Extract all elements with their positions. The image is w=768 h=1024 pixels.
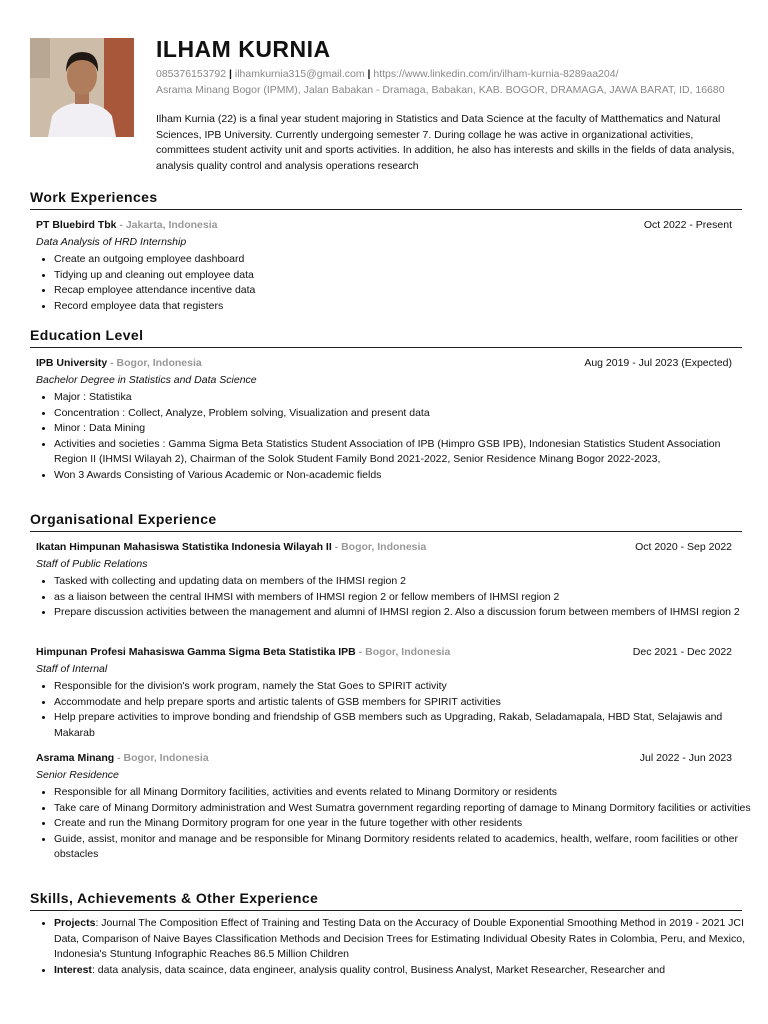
organization-location: - Jakarta, Indonesia [116, 219, 218, 231]
bullet-list [36, 785, 754, 863]
list-item: • Create an outgoing employee dashboard [54, 252, 754, 268]
entry-date: Oct 2020 - Sep 2022 [635, 541, 732, 553]
list-item: • Major : Statistika [54, 390, 754, 406]
organization-name: Asrama Minang [36, 752, 115, 764]
list-item: • Create and run the Minang Dormitory program for one year in the future together with other residents [54, 816, 754, 832]
list-item [54, 963, 754, 979]
phone-number: 085376153792 [156, 68, 227, 80]
entry-role: Staff of Public Relations [36, 558, 148, 570]
item-label: Interest [54, 963, 92, 976]
section-title-organisation: Organisational Experience [30, 511, 217, 527]
organization-name: Ikatan Himpunan Mahasiswa Statistika Indonesia Wilayah II [36, 541, 332, 553]
organisation-entry-header [36, 752, 732, 764]
list-item: • Guide, assist, monitor and manage and be responsible for Minang Dormitory residents related to academics, health, welfare, room facilities or other obstacles [54, 832, 754, 863]
organization-location: - Bogor, Indonesia [107, 357, 202, 369]
candidate-name: ILHAM KURNIA [156, 36, 331, 62]
section-divider [30, 347, 742, 348]
list-item: • Activities and societies : Gamma Sigma Beta Statistics Student Association of IPB (Himpro GSB IPB), Indonesian Statistics Student Association Region II (IHMSI Wilayah 2), Chairman of the Solok Student Family Bond 2021-2022, Senior Residence Minang Bogor 2022-2023, [54, 437, 754, 468]
entry-role: Staff of Internal [36, 663, 108, 675]
entry-date: Dec 2021 - Dec 2022 [632, 646, 732, 658]
bullet-list [36, 916, 754, 978]
work-entry-header [36, 219, 732, 231]
education-entry-header [36, 357, 732, 369]
list-item: • Responsible for the division's work program, namely the Stat Goes to SPIRIT activity [54, 679, 754, 695]
item-label: Projects [54, 917, 96, 929]
separator: | [367, 68, 374, 80]
organisation-entry-header [36, 646, 732, 658]
entry-role: Data Analysis of HRD Internship [36, 236, 187, 248]
section-title-skills: Skills, Achievements & Other Experience [30, 890, 319, 906]
organization-name: Himpunan Profesi Mahasiswa Gamma Sigma Beta Statistika IPB [36, 646, 356, 658]
entry-date: Oct 2022 - Present [643, 219, 732, 231]
list-item: • Take care of Minang Dormitory administration and West Sumatra government regarding reporting of damage to Minang Dormitory facilities or activities [54, 801, 754, 817]
organization-location: - Bogor, Indonesia [355, 646, 451, 658]
list-item: • Minor : Data Mining [54, 421, 754, 437]
organization-location: - Bogor, Indonesia [331, 541, 427, 553]
list-item: • Tasked with collecting and updating data on members of the IHMSI region 2 [54, 574, 754, 590]
email-link[interactable]: ilhamkurnia315@gmail.com [234, 68, 365, 80]
organization-name: IPB University [36, 357, 108, 369]
list-item: • Accommodate and help prepare sports and artistic talents of GSB members for SPIRIT activities [54, 695, 754, 711]
bullet-list [36, 252, 754, 314]
list-item: • Tidying up and cleaning out employee data [54, 268, 754, 284]
organisation-entry-header [36, 541, 732, 553]
list-item: • Concentration : Collect, Analyze, Problem solving, Visualization and present data [54, 406, 754, 422]
section-divider [30, 910, 742, 911]
separator: | [229, 68, 235, 80]
bullet-list [36, 574, 754, 621]
profile-summary: Ilham Kurnia (22) is a final year student majoring in Statistics and Data Science at the faculty of Matthematics and Natural Sciences, IPB University. Currently undergoing semester 7. During collage he was active in organizational activities, committees student activity unit and sports activities. In addition, he also has interests and skills in the fields of data analysis, analysis quality control and analysis operations research [156, 113, 735, 172]
profile-photo [30, 38, 134, 137]
list-item: • Won 3 Awards Consisting of Various Academic or Non-academic fields [54, 468, 754, 484]
list-item: • Record employee data that registers [54, 299, 754, 315]
section-divider [30, 531, 742, 532]
organization-name: PT Bluebird Tbk [36, 219, 117, 231]
contact-line [156, 68, 736, 80]
entry-date: Aug 2019 - Jul 2023 (Expected) [584, 357, 732, 369]
section-title-work: Work Experiences [30, 189, 158, 205]
address: Asrama Minang Bogor (IPMM), Jalan Babakan - Dramaga, Babakan, KAB. BOGOR, DRAMAGA, JAWA BARAT, ID, 16680 [156, 84, 725, 96]
list-item [54, 916, 754, 963]
section-title-education: Education Level [30, 327, 144, 343]
bullet-list [36, 679, 754, 741]
list-item: • Responsible for all Minang Dormitory facilities, activities and events related to Minang Dormitory or residents [54, 785, 754, 801]
bullet-list [36, 390, 754, 484]
list-item: • Prepare discussion activities between the management and alumni of IHMSI region 2. Also a discussion forum between members of IHMSI region 2 [54, 605, 754, 621]
organization-location: - Bogor, Indonesia [114, 752, 209, 764]
profile-photo-illustration [30, 38, 134, 137]
list-item: • Recap employee attendance incentive data [54, 283, 754, 299]
item-text: : data analysis, data scaince, data engineer, analysis quality control, Business Analyst, Market Researcher, Researcher and [91, 963, 666, 976]
section-divider [30, 209, 742, 210]
item-text: : Journal The Composition Effect of Training and Testing Data on the Accuracy of Double Exponential Smoothing Method in 2019 - 2021 JCI Data, Comparison of Naive Bayes Classification Methods and Decision Trees for Estimating Individual Obesity Rates in Colombia, Peru, and Mexico, Indonesia's Stuntung Infographic Reaches 86.5 Million Children [54, 917, 745, 961]
entry-role: Bachelor Degree in Statistics and Data Science [36, 374, 257, 386]
list-item: • Help prepare activities to improve bonding and friendship of GSB members such as Upgrading, Rakab, Seladamapala, HBD Stat, Selajawis and Makarab [54, 710, 754, 741]
entry-date: Jul 2022 - Jun 2023 [639, 752, 732, 764]
entry-role: Senior Residence [36, 769, 119, 781]
list-item: • as a liaison between the central IHMSI with members of IHMSI region 2 or fellow members of IHMSI region 2 [54, 590, 754, 606]
linkedin-link[interactable]: https://www.linkedin.com/in/ilham-kurnia-8289aa204/ [373, 68, 619, 80]
